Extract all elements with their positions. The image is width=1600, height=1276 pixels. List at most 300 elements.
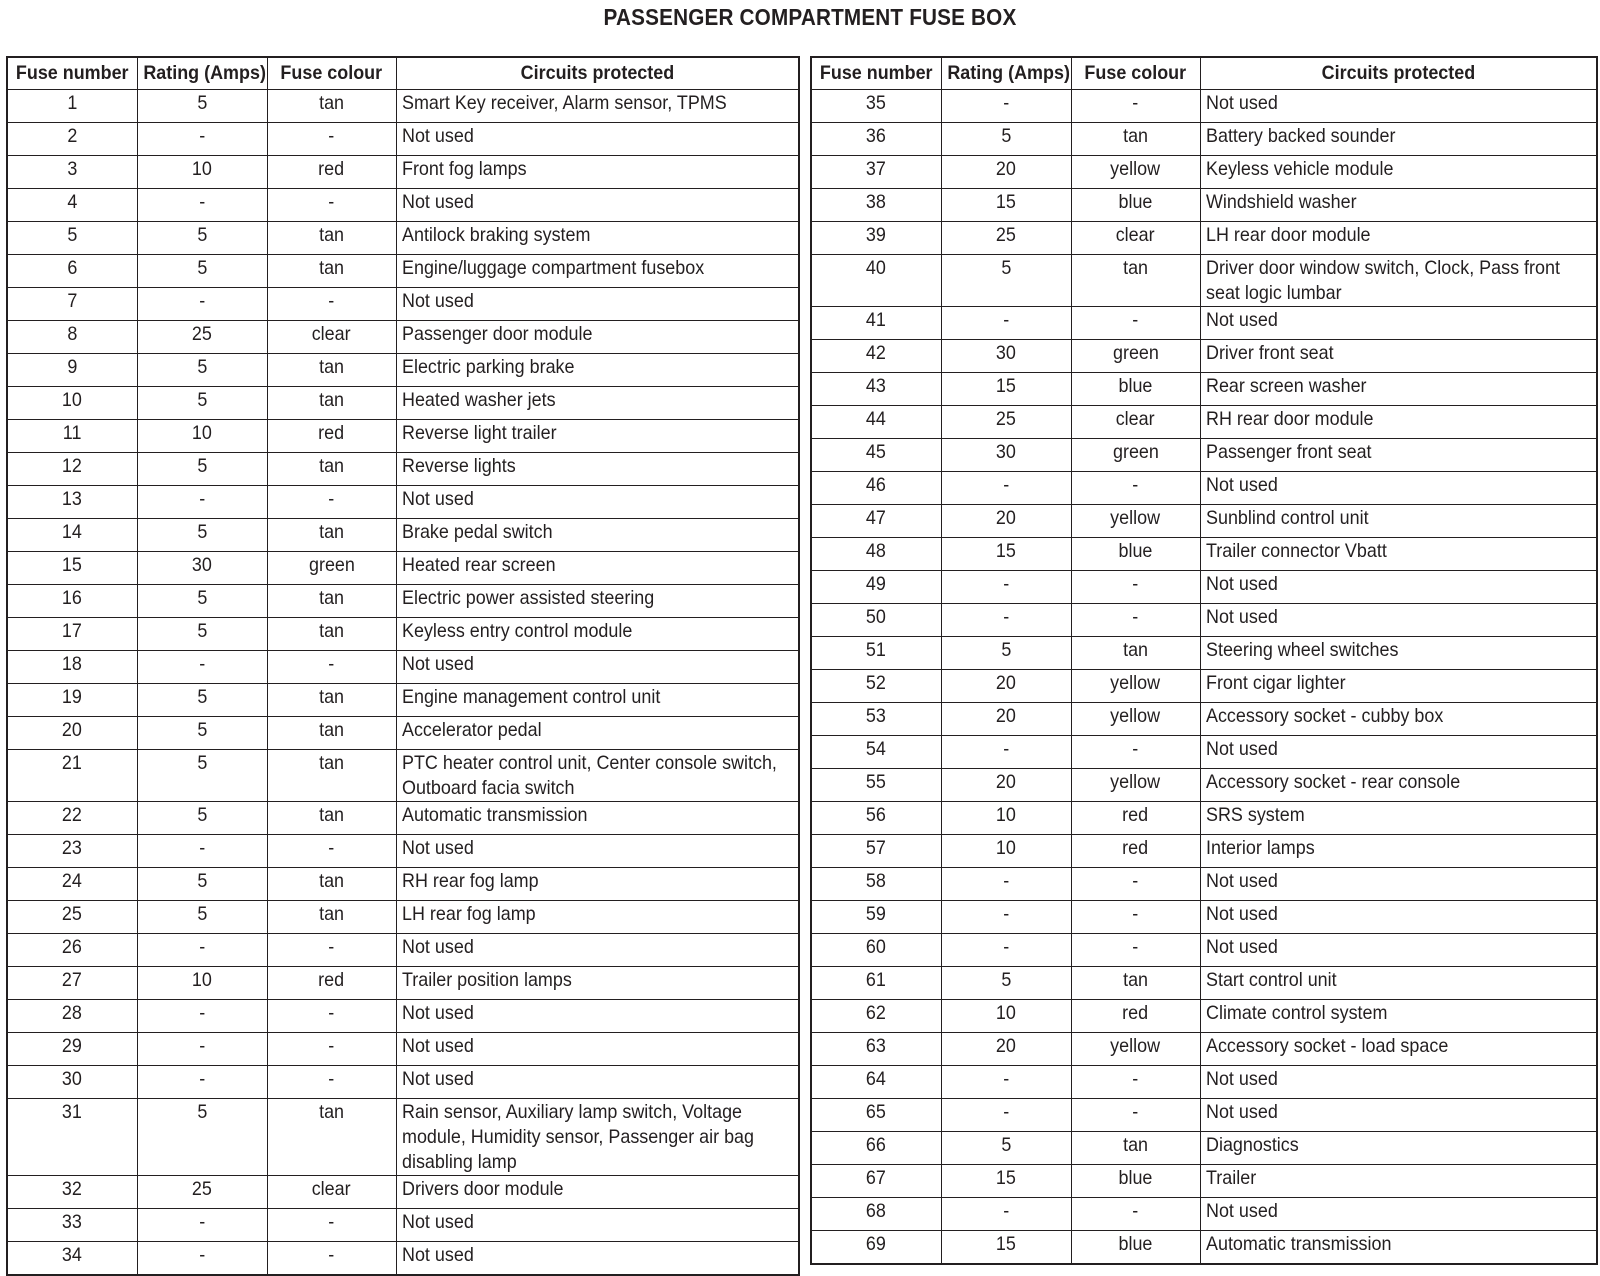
fuse-colour-cell: tan bbox=[267, 901, 396, 934]
rating-cell: - bbox=[137, 835, 267, 868]
circuits-cell: Rain sensor, Auxiliary lamp switch, Voltage module, Humidity sensor, Passenger air bag disabling lamp bbox=[396, 1099, 799, 1176]
circuits-cell: Not used bbox=[396, 189, 799, 222]
fuse-colour-cell: tan bbox=[267, 585, 396, 618]
rating-cell: - bbox=[137, 1209, 267, 1242]
fuse-table-left bbox=[6, 56, 800, 1276]
fuse-number-cell: 31 bbox=[7, 1099, 137, 1176]
fuse-number-cell: 20 bbox=[7, 717, 137, 750]
fuse-colour-cell: red bbox=[1071, 835, 1200, 868]
rating-cell: - bbox=[137, 1066, 267, 1099]
fuse-number-cell: 53 bbox=[811, 703, 941, 736]
circuits-cell: RH rear door module bbox=[1200, 406, 1597, 439]
table-row bbox=[7, 934, 799, 967]
fuse-number-cell: 69 bbox=[811, 1231, 941, 1265]
fuse-number-cell: 50 bbox=[811, 604, 941, 637]
rating-cell: 5 bbox=[137, 717, 267, 750]
table-row bbox=[7, 802, 799, 835]
circuits-cell: Rear screen washer bbox=[1200, 373, 1597, 406]
fuse-number-cell: 61 bbox=[811, 967, 941, 1000]
table-row bbox=[7, 585, 799, 618]
circuits-cell: Antilock braking system bbox=[396, 222, 799, 255]
circuits-cell: Engine management control unit bbox=[396, 684, 799, 717]
circuits-cell: Not used bbox=[396, 1033, 799, 1066]
rating-cell: - bbox=[137, 123, 267, 156]
rating-cell: 5 bbox=[941, 1132, 1071, 1165]
fuse-number-cell: 55 bbox=[811, 769, 941, 802]
table-row bbox=[811, 472, 1597, 505]
fuse-colour-cell: blue bbox=[1071, 1165, 1200, 1198]
rating-cell: 15 bbox=[941, 1165, 1071, 1198]
table-row bbox=[7, 321, 799, 354]
table-row bbox=[811, 90, 1597, 123]
table-row bbox=[811, 604, 1597, 637]
table-row bbox=[811, 967, 1597, 1000]
table-row bbox=[811, 340, 1597, 373]
table-row bbox=[811, 1231, 1597, 1265]
table-row bbox=[811, 307, 1597, 340]
fuse-colour-cell: tan bbox=[267, 90, 396, 123]
circuits-cell: Not used bbox=[396, 1209, 799, 1242]
rating-cell: 20 bbox=[941, 156, 1071, 189]
rating-cell: 5 bbox=[941, 123, 1071, 156]
rating-cell: 5 bbox=[137, 618, 267, 651]
fuse-colour-cell: red bbox=[1071, 802, 1200, 835]
fuse-colour-cell: yellow bbox=[1071, 703, 1200, 736]
circuits-cell: Not used bbox=[1200, 1066, 1597, 1099]
header-fuse-colour: Fuse colour bbox=[267, 57, 396, 90]
circuits-cell: Not used bbox=[1200, 307, 1597, 340]
circuits-cell: Not used bbox=[396, 1066, 799, 1099]
fuse-colour-cell: - bbox=[267, 1033, 396, 1066]
fuse-colour-cell: tan bbox=[267, 802, 396, 835]
table-row bbox=[7, 967, 799, 1000]
rating-cell: 20 bbox=[941, 1033, 1071, 1066]
table-row bbox=[7, 717, 799, 750]
table-header-row bbox=[7, 57, 799, 90]
table-row bbox=[7, 1209, 799, 1242]
fuse-colour-cell: tan bbox=[267, 750, 396, 802]
fuse-colour-cell: - bbox=[1071, 1198, 1200, 1231]
rating-cell: - bbox=[941, 1198, 1071, 1231]
table-row bbox=[7, 835, 799, 868]
circuits-cell: Driver door window switch, Clock, Pass front seat logic lumbar bbox=[1200, 255, 1597, 307]
table-row bbox=[7, 222, 799, 255]
fuse-number-cell: 19 bbox=[7, 684, 137, 717]
fuse-colour-cell: blue bbox=[1071, 538, 1200, 571]
circuits-cell: Not used bbox=[1200, 604, 1597, 637]
fuse-number-cell: 63 bbox=[811, 1033, 941, 1066]
fuse-number-cell: 22 bbox=[7, 802, 137, 835]
fuse-number-cell: 56 bbox=[811, 802, 941, 835]
fuse-number-cell: 24 bbox=[7, 868, 137, 901]
rating-cell: 5 bbox=[137, 868, 267, 901]
rating-cell: - bbox=[941, 1066, 1071, 1099]
table-row bbox=[7, 618, 799, 651]
circuits-cell: Reverse lights bbox=[396, 453, 799, 486]
fuse-colour-cell: - bbox=[267, 1242, 396, 1276]
rating-cell: 5 bbox=[941, 967, 1071, 1000]
fuse-number-cell: 44 bbox=[811, 406, 941, 439]
page-title: PASSENGER COMPARTMENT FUSE BOX bbox=[603, 4, 1017, 30]
circuits-cell: Not used bbox=[396, 1242, 799, 1276]
circuits-cell: Accessory socket - cubby box bbox=[1200, 703, 1597, 736]
circuits-cell: Not used bbox=[396, 1000, 799, 1033]
rating-cell: 30 bbox=[941, 439, 1071, 472]
table-row bbox=[811, 736, 1597, 769]
fuse-colour-cell: red bbox=[267, 420, 396, 453]
circuits-cell: Front cigar lighter bbox=[1200, 670, 1597, 703]
table-row bbox=[811, 189, 1597, 222]
table-row bbox=[811, 222, 1597, 255]
circuits-cell: Accessory socket - rear console bbox=[1200, 769, 1597, 802]
fuse-number-cell: 16 bbox=[7, 585, 137, 618]
fuse-colour-cell: - bbox=[267, 189, 396, 222]
fuse-colour-cell: - bbox=[267, 1066, 396, 1099]
fuse-number-cell: 27 bbox=[7, 967, 137, 1000]
fuse-colour-cell: - bbox=[1071, 901, 1200, 934]
circuits-cell: Diagnostics bbox=[1200, 1132, 1597, 1165]
circuits-cell: Not used bbox=[396, 288, 799, 321]
rating-cell: 15 bbox=[941, 538, 1071, 571]
fuse-number-cell: 54 bbox=[811, 736, 941, 769]
fuse-number-cell: 60 bbox=[811, 934, 941, 967]
circuits-cell: Not used bbox=[396, 934, 799, 967]
fuse-number-cell: 3 bbox=[7, 156, 137, 189]
rating-cell: 20 bbox=[941, 670, 1071, 703]
fuse-number-cell: 62 bbox=[811, 1000, 941, 1033]
fuse-colour-cell: tan bbox=[1071, 637, 1200, 670]
fuse-number-cell: 66 bbox=[811, 1132, 941, 1165]
circuits-cell: PTC heater control unit, Center console switch, Outboard facia switch bbox=[396, 750, 799, 802]
fuse-colour-cell: clear bbox=[267, 1176, 396, 1209]
rating-cell: - bbox=[941, 604, 1071, 637]
fuse-number-cell: 17 bbox=[7, 618, 137, 651]
table-row bbox=[7, 684, 799, 717]
table-row bbox=[811, 769, 1597, 802]
fuse-number-cell: 67 bbox=[811, 1165, 941, 1198]
circuits-cell: Not used bbox=[1200, 901, 1597, 934]
rating-cell: - bbox=[137, 934, 267, 967]
fuse-number-cell: 34 bbox=[7, 1242, 137, 1276]
rating-cell: 30 bbox=[941, 340, 1071, 373]
rating-cell: 5 bbox=[137, 519, 267, 552]
fuse-colour-cell: - bbox=[1071, 736, 1200, 769]
fuse-number-cell: 49 bbox=[811, 571, 941, 604]
table-header-row bbox=[811, 57, 1597, 90]
fuse-number-cell: 28 bbox=[7, 1000, 137, 1033]
fuse-colour-cell: - bbox=[1071, 1099, 1200, 1132]
fuse-number-cell: 42 bbox=[811, 340, 941, 373]
table-row bbox=[811, 1198, 1597, 1231]
circuits-cell: Not used bbox=[1200, 90, 1597, 123]
rating-cell: 5 bbox=[137, 750, 267, 802]
rating-cell: 15 bbox=[941, 189, 1071, 222]
fuse-number-cell: 21 bbox=[7, 750, 137, 802]
circuits-cell: Battery backed sounder bbox=[1200, 123, 1597, 156]
circuits-cell: Not used bbox=[396, 835, 799, 868]
table-row bbox=[7, 1066, 799, 1099]
fuse-number-cell: 23 bbox=[7, 835, 137, 868]
rating-cell: 5 bbox=[137, 255, 267, 288]
rating-cell: - bbox=[941, 868, 1071, 901]
table-row bbox=[811, 802, 1597, 835]
table-row bbox=[7, 90, 799, 123]
table-row bbox=[7, 387, 799, 420]
table-row bbox=[811, 901, 1597, 934]
table-row bbox=[811, 156, 1597, 189]
table-row bbox=[7, 868, 799, 901]
rating-cell: 15 bbox=[941, 1231, 1071, 1265]
fuse-colour-cell: green bbox=[267, 552, 396, 585]
rating-cell: 5 bbox=[137, 901, 267, 934]
circuits-cell: Brake pedal switch bbox=[396, 519, 799, 552]
table-row bbox=[7, 1099, 799, 1176]
table-row bbox=[7, 519, 799, 552]
fuse-number-cell: 1 bbox=[7, 90, 137, 123]
table-row bbox=[811, 255, 1597, 307]
fuse-number-cell: 12 bbox=[7, 453, 137, 486]
table-row bbox=[7, 1033, 799, 1066]
table-row bbox=[811, 835, 1597, 868]
fuse-number-cell: 45 bbox=[811, 439, 941, 472]
table-row bbox=[811, 439, 1597, 472]
fuse-number-cell: 2 bbox=[7, 123, 137, 156]
fuse-colour-cell: - bbox=[267, 288, 396, 321]
table-row bbox=[7, 288, 799, 321]
table-row bbox=[811, 703, 1597, 736]
table-row bbox=[811, 1099, 1597, 1132]
circuits-cell: Start control unit bbox=[1200, 967, 1597, 1000]
fuse-number-cell: 41 bbox=[811, 307, 941, 340]
circuits-cell: Trailer connector Vbatt bbox=[1200, 538, 1597, 571]
circuits-cell: Not used bbox=[396, 651, 799, 684]
fuse-colour-cell: yellow bbox=[1071, 670, 1200, 703]
fuse-number-cell: 39 bbox=[811, 222, 941, 255]
fuse-colour-cell: - bbox=[1071, 604, 1200, 637]
rating-cell: 10 bbox=[941, 1000, 1071, 1033]
table-row bbox=[7, 354, 799, 387]
fuse-colour-cell: tan bbox=[1071, 1132, 1200, 1165]
fuse-number-cell: 48 bbox=[811, 538, 941, 571]
fuse-number-cell: 6 bbox=[7, 255, 137, 288]
fuse-number-cell: 47 bbox=[811, 505, 941, 538]
table-row bbox=[7, 651, 799, 684]
table-row bbox=[7, 255, 799, 288]
fuse-number-cell: 10 bbox=[7, 387, 137, 420]
rating-cell: - bbox=[137, 288, 267, 321]
fuse-number-cell: 38 bbox=[811, 189, 941, 222]
fuse-number-cell: 8 bbox=[7, 321, 137, 354]
rating-cell: 20 bbox=[941, 505, 1071, 538]
table-row bbox=[7, 1000, 799, 1033]
rating-cell: - bbox=[137, 189, 267, 222]
fuse-number-cell: 7 bbox=[7, 288, 137, 321]
fuse-colour-cell: - bbox=[267, 1209, 396, 1242]
rating-cell: 10 bbox=[941, 802, 1071, 835]
fuse-number-cell: 30 bbox=[7, 1066, 137, 1099]
fuse-colour-cell: clear bbox=[267, 321, 396, 354]
fuse-number-cell: 59 bbox=[811, 901, 941, 934]
circuits-cell: Not used bbox=[396, 486, 799, 519]
fuse-colour-cell: - bbox=[1071, 868, 1200, 901]
fuse-number-cell: 43 bbox=[811, 373, 941, 406]
circuits-cell: Heated washer jets bbox=[396, 387, 799, 420]
fuse-colour-cell: - bbox=[1071, 571, 1200, 604]
circuits-cell: Windshield washer bbox=[1200, 189, 1597, 222]
header-fuse-number: Fuse number bbox=[811, 57, 941, 90]
table-row bbox=[7, 420, 799, 453]
table-row bbox=[7, 189, 799, 222]
fuse-number-cell: 68 bbox=[811, 1198, 941, 1231]
rating-cell: 20 bbox=[941, 703, 1071, 736]
circuits-cell: Electric parking brake bbox=[396, 354, 799, 387]
table-row bbox=[7, 156, 799, 189]
circuits-cell: Automatic transmission bbox=[396, 802, 799, 835]
fuse-colour-cell: red bbox=[1071, 1000, 1200, 1033]
fuse-colour-cell: blue bbox=[1071, 1231, 1200, 1265]
table-row bbox=[7, 552, 799, 585]
rating-cell: 5 bbox=[137, 802, 267, 835]
fuse-colour-cell: tan bbox=[267, 519, 396, 552]
table-row bbox=[811, 373, 1597, 406]
fuse-number-cell: 26 bbox=[7, 934, 137, 967]
rating-cell: 10 bbox=[137, 967, 267, 1000]
fuse-colour-cell: - bbox=[267, 123, 396, 156]
table-row bbox=[811, 1165, 1597, 1198]
circuits-cell: Passenger front seat bbox=[1200, 439, 1597, 472]
fuse-colour-cell: - bbox=[1071, 1066, 1200, 1099]
table-row bbox=[811, 1066, 1597, 1099]
circuits-cell: LH rear fog lamp bbox=[396, 901, 799, 934]
fuse-number-cell: 11 bbox=[7, 420, 137, 453]
table-row bbox=[811, 123, 1597, 156]
circuits-cell: LH rear door module bbox=[1200, 222, 1597, 255]
rating-cell: 15 bbox=[941, 373, 1071, 406]
circuits-cell: Interior lamps bbox=[1200, 835, 1597, 868]
header-rating: Rating (Amps) bbox=[941, 57, 1071, 90]
header-fuse-colour: Fuse colour bbox=[1071, 57, 1200, 90]
fuse-number-cell: 36 bbox=[811, 123, 941, 156]
table-row bbox=[811, 1033, 1597, 1066]
fuse-number-cell: 25 bbox=[7, 901, 137, 934]
header-rating: Rating (Amps) bbox=[137, 57, 267, 90]
fuse-colour-cell: blue bbox=[1071, 189, 1200, 222]
rating-cell: 5 bbox=[137, 1099, 267, 1176]
circuits-cell: Not used bbox=[1200, 868, 1597, 901]
fuse-colour-cell: green bbox=[1071, 340, 1200, 373]
rating-cell: - bbox=[137, 651, 267, 684]
fuse-number-cell: 52 bbox=[811, 670, 941, 703]
circuits-cell: Climate control system bbox=[1200, 1000, 1597, 1033]
circuits-cell: Not used bbox=[396, 123, 799, 156]
table-row bbox=[7, 486, 799, 519]
table-row bbox=[811, 934, 1597, 967]
rating-cell: 10 bbox=[137, 420, 267, 453]
fuse-table-right bbox=[810, 56, 1598, 1265]
fuse-colour-cell: yellow bbox=[1071, 769, 1200, 802]
fuse-colour-cell: tan bbox=[267, 684, 396, 717]
fuse-number-cell: 15 bbox=[7, 552, 137, 585]
fuse-number-cell: 37 bbox=[811, 156, 941, 189]
rating-cell: 5 bbox=[137, 585, 267, 618]
fuse-colour-cell: - bbox=[1071, 307, 1200, 340]
fuse-colour-cell: tan bbox=[1071, 123, 1200, 156]
rating-cell: 5 bbox=[137, 90, 267, 123]
fuse-colour-cell: blue bbox=[1071, 373, 1200, 406]
rating-cell: 25 bbox=[941, 222, 1071, 255]
fuse-colour-cell: tan bbox=[267, 717, 396, 750]
fuse-colour-cell: tan bbox=[267, 618, 396, 651]
fuse-number-cell: 29 bbox=[7, 1033, 137, 1066]
fuse-number-cell: 5 bbox=[7, 222, 137, 255]
fuse-number-cell: 33 bbox=[7, 1209, 137, 1242]
header-circuits-protected: Circuits protected bbox=[396, 57, 799, 90]
fuse-colour-cell: tan bbox=[267, 354, 396, 387]
fuse-colour-cell: - bbox=[267, 934, 396, 967]
circuits-cell: Not used bbox=[1200, 571, 1597, 604]
header-circuits-protected: Circuits protected bbox=[1200, 57, 1597, 90]
fuse-number-cell: 32 bbox=[7, 1176, 137, 1209]
table-row bbox=[7, 453, 799, 486]
table-row bbox=[7, 1176, 799, 1209]
fuse-colour-cell: tan bbox=[267, 387, 396, 420]
circuits-cell: Automatic transmission bbox=[1200, 1231, 1597, 1265]
fuse-number-cell: 51 bbox=[811, 637, 941, 670]
circuits-cell: Smart Key receiver, Alarm sensor, TPMS bbox=[396, 90, 799, 123]
rating-cell: - bbox=[137, 1000, 267, 1033]
rating-cell: 25 bbox=[137, 1176, 267, 1209]
fuse-number-cell: 57 bbox=[811, 835, 941, 868]
rating-cell: 30 bbox=[137, 552, 267, 585]
circuits-cell: Not used bbox=[1200, 934, 1597, 967]
rating-cell: 5 bbox=[137, 354, 267, 387]
fuse-colour-cell: tan bbox=[267, 222, 396, 255]
circuits-cell: Electric power assisted steering bbox=[396, 585, 799, 618]
rating-cell: 5 bbox=[137, 222, 267, 255]
table-row bbox=[811, 505, 1597, 538]
rating-cell: - bbox=[941, 307, 1071, 340]
circuits-cell: Not used bbox=[1200, 1099, 1597, 1132]
fuse-number-cell: 46 bbox=[811, 472, 941, 505]
fuse-colour-cell: clear bbox=[1071, 222, 1200, 255]
circuits-cell: Trailer position lamps bbox=[396, 967, 799, 1000]
fuse-colour-cell: tan bbox=[267, 453, 396, 486]
circuits-cell: SRS system bbox=[1200, 802, 1597, 835]
fuse-colour-cell: tan bbox=[267, 255, 396, 288]
rating-cell: 5 bbox=[941, 255, 1071, 307]
rating-cell: - bbox=[941, 571, 1071, 604]
table-row bbox=[811, 1000, 1597, 1033]
header-fuse-number: Fuse number bbox=[7, 57, 137, 90]
rating-cell: - bbox=[941, 736, 1071, 769]
fuse-number-cell: 14 bbox=[7, 519, 137, 552]
fuse-colour-cell: - bbox=[267, 651, 396, 684]
rating-cell: 5 bbox=[137, 684, 267, 717]
rating-cell: - bbox=[137, 1033, 267, 1066]
table-row bbox=[811, 538, 1597, 571]
rating-cell: 20 bbox=[941, 769, 1071, 802]
rating-cell: 25 bbox=[137, 321, 267, 354]
table-row bbox=[811, 571, 1597, 604]
fuse-colour-cell: tan bbox=[1071, 255, 1200, 307]
fuse-colour-cell: yellow bbox=[1071, 156, 1200, 189]
circuits-cell: Not used bbox=[1200, 1198, 1597, 1231]
fuse-colour-cell: yellow bbox=[1071, 1033, 1200, 1066]
rating-cell: 5 bbox=[137, 453, 267, 486]
fuse-colour-cell: - bbox=[267, 835, 396, 868]
fuse-colour-cell: - bbox=[1071, 934, 1200, 967]
table-row bbox=[7, 901, 799, 934]
